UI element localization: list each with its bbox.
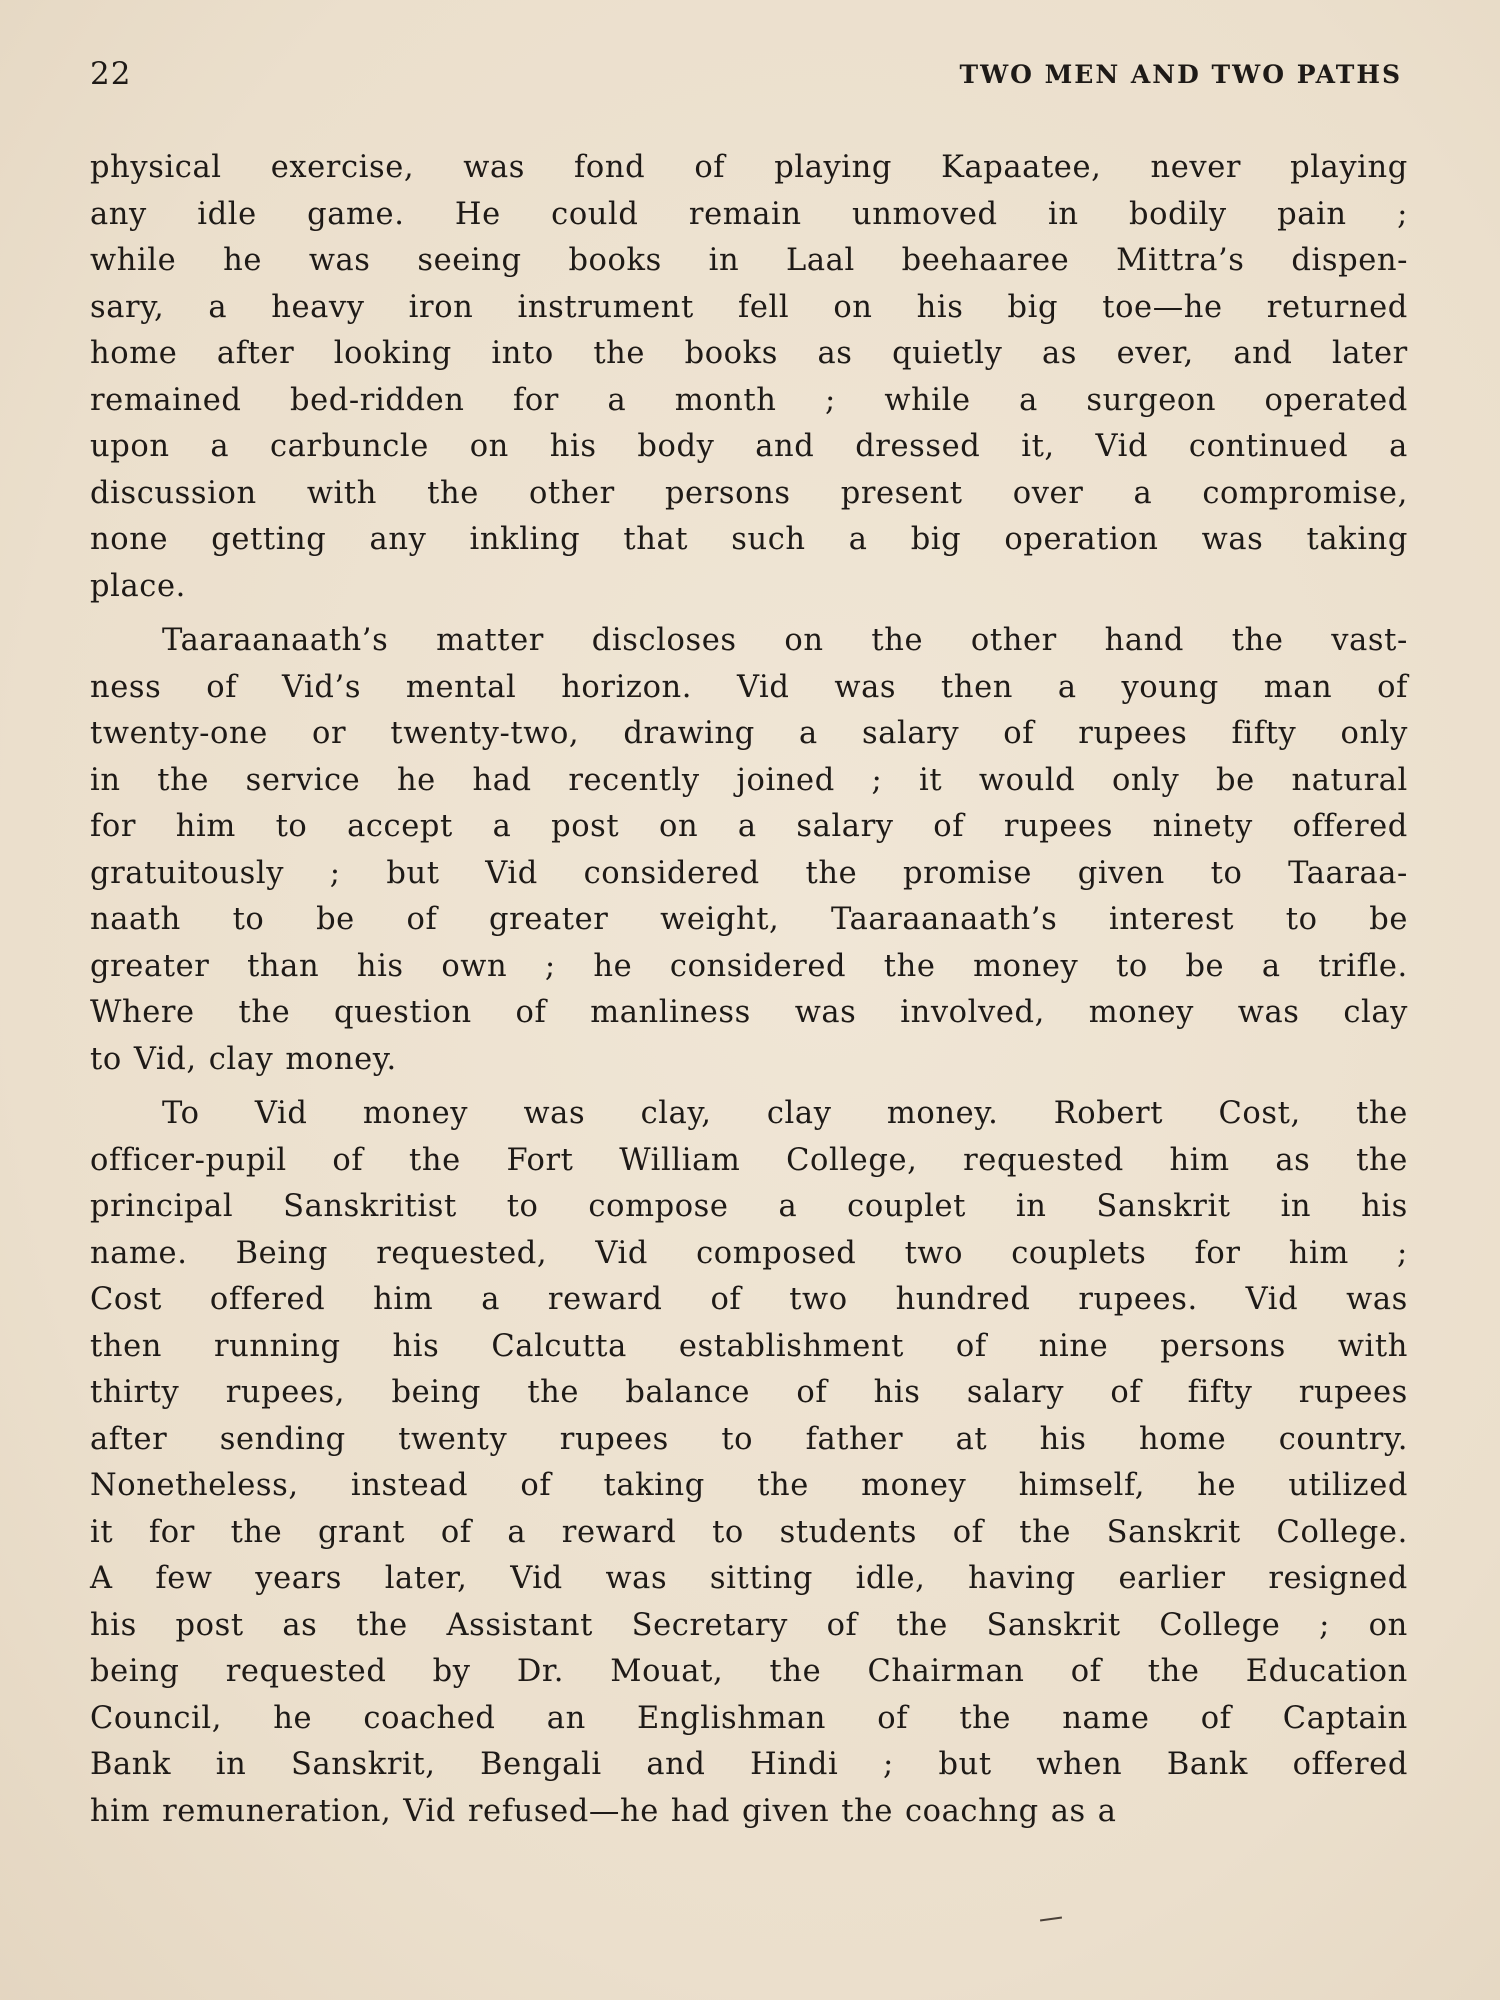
text-line: Cost offered him a reward of two hundred rupees. Vid was — [90, 1282, 1408, 1317]
text-line: physical exercise, was fond of playing Kapaatee, never playing — [90, 150, 1408, 185]
text-line: after sending twenty rupees to father at his home country. — [90, 1421, 1408, 1457]
text-line: for him to accept a post on a salary of rupees ninety offered — [90, 809, 1408, 844]
body-text — [90, 145, 1408, 1835]
text-line: Council, he coached an Englishman of the name of Captain — [90, 1700, 1408, 1736]
page-number: 22 — [90, 56, 132, 92]
text-line: discussion with the other persons present over a compromise, — [90, 475, 1408, 511]
paragraph — [90, 145, 1408, 610]
text-line: greater than his own ; he considered the money to be a trifle. — [90, 948, 1408, 984]
text-line: twenty-one or twenty-two, drawing a salary of rupees fifty only — [90, 716, 1408, 751]
text-line: any idle game. He could remain unmoved in bodily pain ; — [90, 196, 1408, 232]
text-line: thirty rupees, being the balance of his salary of fifty rupees — [90, 1375, 1408, 1410]
text-line: it for the grant of a reward to students of the Sanskrit College. — [90, 1514, 1408, 1550]
text-line: in the service he had recently joined ; it would only be natural — [90, 762, 1408, 798]
text-line: officer-pupil of the Fort William College, requested him as the — [90, 1142, 1408, 1178]
text-line: him remuneration, Vid refused—he had given the coachng as a — [90, 1793, 1117, 1829]
text-line: remained bed-ridden for a month ; while a surgeon operated — [90, 382, 1408, 418]
paragraph — [90, 618, 1408, 1083]
text-line: while he was seeing books in Laal beehaaree Mittra’s dispen- — [90, 243, 1408, 278]
text-line: sary, a heavy iron instrument fell on his big toe—he returned — [90, 289, 1408, 325]
text-line: then running his Calcutta establishment of nine persons with — [90, 1328, 1408, 1364]
text-line: place. — [90, 568, 186, 604]
text-line: Nonetheless, instead of taking the money himself, he utilized — [90, 1468, 1408, 1503]
text-line: upon a carbuncle on his body and dressed it, Vid continued a — [90, 429, 1408, 464]
text-line: home after looking into the books as quietly as ever, and later — [90, 336, 1408, 371]
text-line: none getting any inkling that such a big operation was taking — [90, 522, 1408, 557]
text-line: to Vid, clay money. — [90, 1041, 397, 1077]
ink-mark — [1040, 1916, 1062, 1921]
running-head: TWO MEN AND TWO PATHS — [959, 59, 1402, 89]
text-line: naath to be of greater weight, Taaraanaath’s interest to be — [90, 902, 1408, 937]
text-line: A few years later, Vid was sitting idle, having earlier resigned — [90, 1561, 1408, 1596]
text-line: ness of Vid’s mental horizon. Vid was then a young man of — [90, 669, 1408, 705]
text-line: name. Being requested, Vid composed two couplets for him ; — [90, 1235, 1408, 1271]
text-line: his post as the Assistant Secretary of the Sanskrit College ; on — [90, 1607, 1408, 1643]
paragraph — [90, 1091, 1408, 1835]
text-line: Taaraanaath’s matter discloses on the other hand the vast- — [162, 623, 1408, 658]
text-line: To Vid money was clay, clay money. Robert Cost, the — [162, 1096, 1408, 1131]
text-line: Bank in Sanskrit, Bengali and Hindi ; but when Bank offered — [90, 1747, 1408, 1782]
text-line: Where the question of manliness was involved, money was clay — [90, 995, 1408, 1030]
text-line: gratuitously ; but Vid considered the promise given to Taaraa- — [90, 855, 1408, 891]
page-header — [90, 52, 1402, 96]
text-line: being requested by Dr. Mouat, the Chairman of the Education — [90, 1654, 1408, 1689]
text-line: principal Sanskritist to compose a couplet in Sanskrit in his — [90, 1189, 1408, 1224]
